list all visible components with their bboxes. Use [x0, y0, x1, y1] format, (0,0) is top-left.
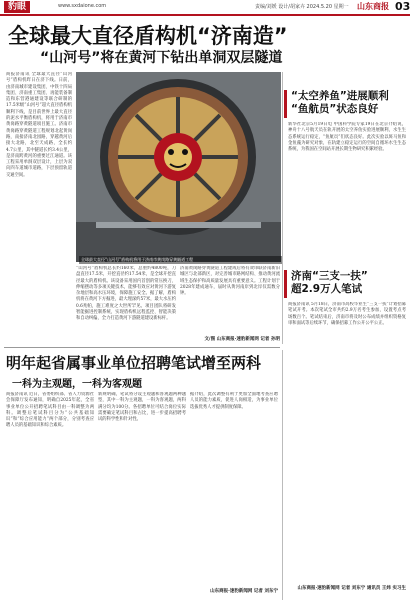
lead-headline: 全球最大直径盾构机“济南造” [8, 24, 288, 48]
side2-credit: 山东商报·速豹新闻网 记者 刘东宁 通讯员 王炜 实习生 [297, 586, 406, 591]
masthead-url: www.sxdaione.com [58, 3, 107, 9]
side1-headline: “太空养鱼”进展顺利 “鱼航员”状态良好 [291, 90, 389, 115]
lead-body-mid: “山河号”盾构机总长约160米，总重约4800吨，刀盘直径17.5米，开挖直径约17.54米，是全球开挖直径最大的盾构机。该设备采用国内首创的常压换刀、伸缩摆动等多项关键技术，能够有效应对黄河下游复杂地层和高水压环境，保障施工安全。据了解，盾构机将在黄河下方掘进，最大埋深约57米，最大水压约0.6兆帕，施工难度之大世所罕见。项目团队将研发智能掘进控制系统，实现盾构机远程监控、智能决策和自动纠偏，全力打造黄河下游隧道建设新标杆。 [76, 266, 176, 322]
masthead [0, 0, 410, 16]
lead-credit: 文/图 山东商报·速豹新闻网 记者 孙明 [204, 337, 280, 342]
second-subheadline: 一科为主观题，一科为客观题 [12, 379, 142, 390]
side2-accent-bar [284, 270, 291, 298]
cutterhead-illustration [76, 72, 281, 262]
second-body-c: 据介绍，此次调整有利于更加全面地考查应聘人员的能力素质，促进人岗相适，为事业单位选拔优秀人才提供制度保障。 [190, 392, 278, 410]
side2-headline: 济南“三支一扶” 超2.9万人笔试 [291, 270, 368, 295]
section-divider [4, 347, 280, 348]
second-credit: 山东商报·速豹新闻网 记者 刘东宁 [210, 589, 278, 594]
lead-body-left: 商报济南讯 全球最大直径“山河号”盾构机昨日在济下线。日前，由济南城市建设集团、中铁十四局集团、济南重工集团、再能装备制造和东营港通建设等联合研制的17.5米级“山河号”超大直径盾构机顺利下线，是目前世界上最大直径的泥水平衡盾构机，将用于济南市黄岗路穿黄隧道项目施工。济南市黄岗路穿黄隧道工程规划北起黄岗路，南接济南北园路，穿越黄河后接大北路，北至天成路，全长约4.7公里，其中隧道长约3.4公里，是济南跨黄河的重要过江通道。该工程采用单洞双层设计，上层为双向四车道城市道路，下层预留轨道交通空间。 [6, 72, 72, 178]
shield-machine-photo [76, 72, 281, 262]
lead-subheadline: “山河号”将在黄河下钻出单洞双层隧道 [40, 50, 283, 66]
side1-accent-bar [284, 90, 291, 118]
photo-caption: 全球最大直径“山河号”盾构机将用于济南市黄岗路穿黄隧道工程 [79, 256, 283, 264]
masthead-logo: 豹眼 [4, 1, 30, 13]
masthead-meta: 责编/刘媛 设计/胡家卉 2024.5.20 星期一 [255, 4, 349, 10]
second-headline: 明年起省属事业单位招聘笔试增至两科 [6, 354, 262, 372]
second-body-b: 新规明确，笔试将分设主观题和客观题两种题型，其中一科为主观题，一科为客观题，两科满分均为100分。各招聘单位可结合岗位实际需要确定笔试科目和占比，进一步提高招聘考试的科学性和针对性。 [98, 392, 186, 423]
section-name: 山东商报 [357, 2, 389, 11]
side2-body: 商报济南讯 5月18日，济南市高校毕业生“三支一扶”计划招募笔试开考。本次笔试全市共约2.9万名考生参加，设置考点考场数百个。笔试结束后，济南市将及时公布成绩并组织资格复审和面试等后续环节，确保招募工作公开公平公正。 [288, 302, 406, 326]
column-divider-lower [282, 350, 283, 600]
page-number: 03 [395, 0, 410, 13]
second-body-a: 商报济南讯 近日，省委组织部、省人力资源社会保障厅发布通知，明确自2025年起，全省事业单位公开招聘笔试科目由一科调整为两科。调整后笔试科目分为“公共基础知识”和“综合应用能力”两个部分，分别考查应聘人员的基础知识和综合素质。 [6, 392, 94, 429]
column-divider [282, 72, 283, 344]
side1-body: 新华社北京5月19日电 中国科学院专家19日在北京介绍说，神舟十八号航天员在轨开展的太空养鱼实验进展顺利，水生生态系统运行稳定，“鱼航员”们状态良好。此次实验以斑马鱼和金鱼藻为研究对象，在轨建立稳定运行的空间自循环水生生态系统，为我国在空间站开展长期生物研究积累经验。 [288, 122, 406, 153]
lead-body-right: 济南黄岗路穿黄隧道工程建成后将有效串联济南新旧城区与北部新区，对完善城市路网结构、推动黄河流域生态保护和高质量发展具有重要意义。工程计划于2028年建成通车，届时从黄河南岸到北岸仅需数分钟。 [180, 266, 280, 297]
